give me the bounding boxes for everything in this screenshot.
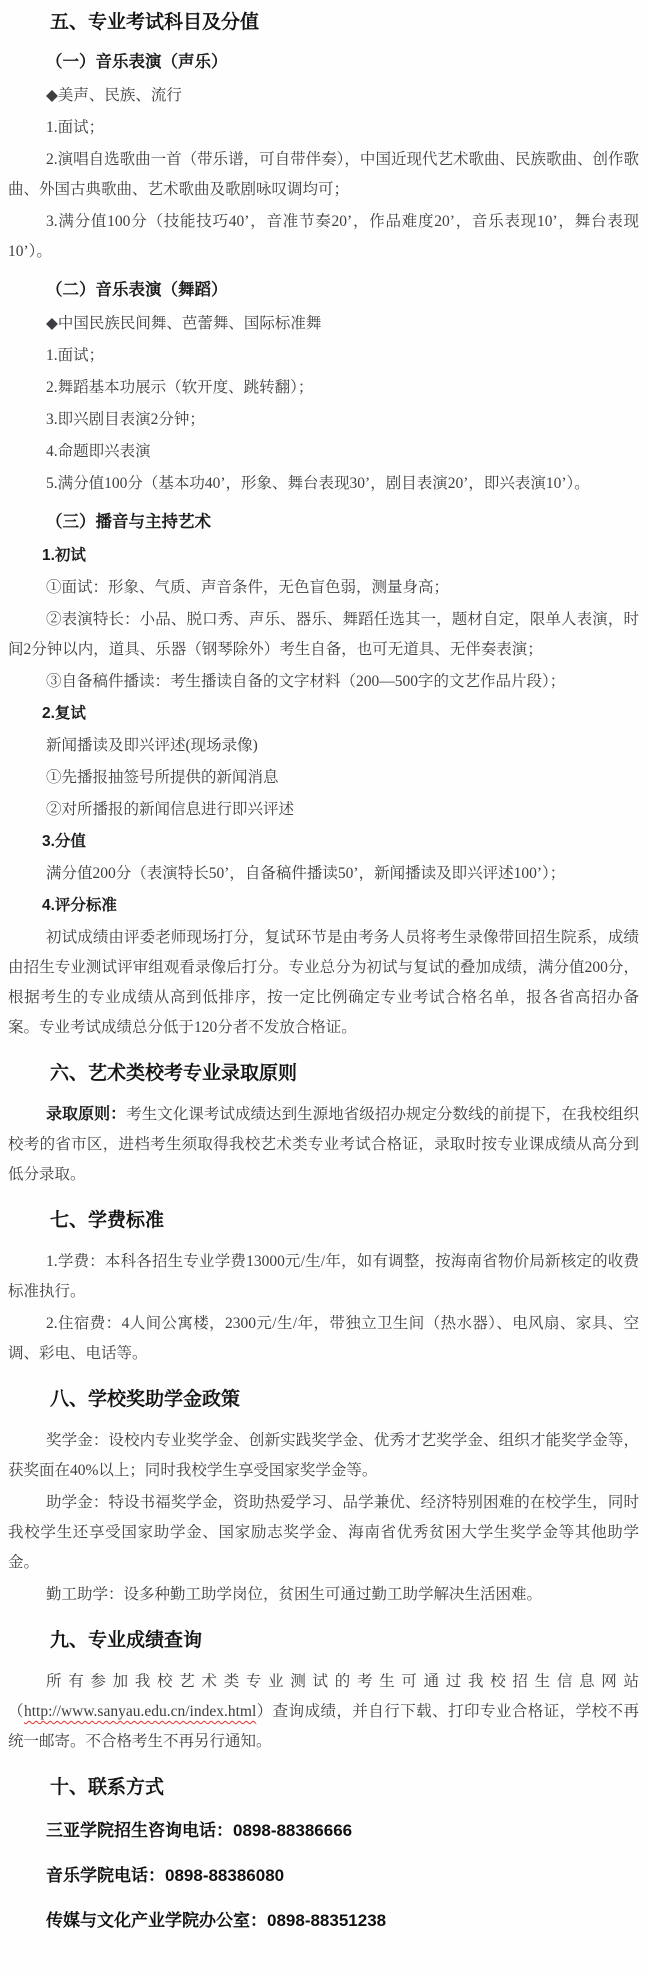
item-broadcasting-talent-show: ②表演特长：小品、脱口秀、声乐、器乐、舞蹈任选其一，题材自定，限单人表演，时间2分钟以内，道具、乐器（钢琴除外）考生自备，也可无道具、无伴奏表演；: [8, 611, 639, 658]
section-heading-scholarship-policy: 八、学校奖助学金政策: [50, 1389, 241, 1410]
admission-principle-lead: 录取原则：: [46, 1106, 127, 1123]
paragraph-grants: 助学金：特设书福奖学金，资助热爱学习、品学兼优、经济特别困难的在校学生，同时我校学生还享受国家助学金、国家励志奖学金、海南省优秀贫困大学生奖学金等其他助学金。: [8, 1494, 639, 1571]
item-dance-interview: 1.面试；: [46, 347, 105, 364]
item-dance-basics: 2.舞蹈基本功展示（软开度、跳转翻）；: [46, 379, 314, 396]
list-intro-vocal-categories: ◆美声、民族、流行: [46, 87, 182, 104]
item-broadcasting-interview: ①面试：形象、气质、声音条件，无色盲色弱，测量身高；: [46, 579, 450, 596]
item-vocal-interview: 1.面试；: [46, 119, 105, 136]
item-dance-score-breakdown: 5.满分值100分（基本功40’，形象、舞台表现30’，剧目表演20’，即兴表演10’）。: [46, 475, 590, 492]
list-intro-dance-categories: ◆中国民族民间舞、芭蕾舞、国际标准舞: [46, 315, 322, 332]
item-vocal-song-performance: 2.演唱自选歌曲一首（带乐谱，可自带伴奏），中国近现代艺术歌曲、民族歌曲、创作歌曲、外国古典歌曲、艺术歌曲及歌剧咏叹调均可；: [8, 151, 639, 198]
contact-line-media-school-phone: 传媒与文化产业学院办公室：0898-88351238: [46, 1911, 387, 1930]
subheading-second-round: 2.复试: [42, 705, 86, 722]
item-broadcasting-script-reading: ③自备稿件播读：考生播读自备的文字材料（200—500字的文艺作品片段）；: [46, 673, 566, 690]
item-tuition-fee: 1.学费：本科各招生专业学费13000元/生/年，如有调整，按海南省物价局新核定的收费标准执行。: [8, 1253, 639, 1300]
section-heading-contact: 十、联系方式: [50, 1777, 165, 1798]
item-news-reading-overview: 新闻播读及即兴评述(现场录像): [46, 737, 258, 754]
item-accommodation-fee: 2.住宿费：4人间公寓楼，2300元/生/年，带独立卫生间（热水器）、电风扇、家具、空调、彩电、电话等。: [8, 1315, 639, 1362]
section-heading-admission-principles: 六、艺术类校考专业录取原则: [50, 1063, 298, 1084]
paragraph-scholarships: 奖学金：设校内专业奖学金、创新实践奖学金、优秀才艺奖学金、组织才能奖学金等，获奖面在40%以上；同时我校学生享受国家奖学金等。: [8, 1432, 639, 1479]
paragraph-score-inquiry: [8, 1667, 639, 1757]
admission-principle-text: 考生文化课考试成绩达到生源地省级招办规定分数线的前提下，在我校组织校考的省市区，进档考生须取得我校艺术类专业考试合格证，录取时按专业课成绩从高分到低分录取。: [8, 1106, 639, 1183]
section-heading-score-inquiry: 九、专业成绩查询: [50, 1630, 203, 1651]
admissions-website-url: http://www.sanyau.edu.cn/index.html: [23, 1703, 257, 1720]
subheading-first-round: 1.初试: [42, 547, 86, 564]
paragraph-admission-principle: [8, 1100, 639, 1190]
score-inquiry-pre-text: 所有参加我校艺术类专业测试的考生可通过我校招生信息网站（: [8, 1673, 639, 1720]
subsection-heading-music-vocal: （一）音乐表演（声乐）: [46, 53, 228, 71]
subheading-score-value: 3.分值: [42, 833, 86, 850]
section-heading-exam-subjects: 五、专业考试科目及分值: [50, 12, 260, 33]
item-dance-themed-improv: 4.命题即兴表演: [46, 443, 151, 460]
score-inquiry-post-text: ）查询成绩，并自行下载、打印专业合格证，学校不再统一邮寄。不合格考生不再另行通知。: [8, 1703, 639, 1750]
section-heading-tuition: 七、学费标准: [50, 1210, 165, 1231]
contact-line-admissions-phone: 三亚学院招生咨询电话：0898-88386666: [46, 1821, 353, 1840]
item-broadcasting-score-breakdown: 满分值200分（表演特长50’，自备稿件播读50’，新闻播读及即兴评述100’）；: [46, 865, 566, 882]
subsection-heading-music-dance: （二）音乐表演（舞蹈）: [46, 281, 228, 299]
subheading-scoring-standard: 4.评分标准: [42, 897, 117, 914]
item-news-commentary: ②对所播报的新闻信息进行即兴评述: [46, 801, 295, 818]
item-dance-improv-repertoire: 3.即兴剧目表演2分钟；: [46, 411, 205, 428]
subsection-heading-broadcasting: （三）播音与主持艺术: [46, 513, 211, 531]
paragraph-work-study: 勤工助学：设多种勤工助学岗位，贫困生可通过勤工助学解决生活困难。: [46, 1586, 543, 1603]
contact-line-music-school-phone: 音乐学院电话：0898-88386080: [46, 1866, 285, 1885]
paragraph-scoring-standard: 初试成绩由评委老师现场打分，复试环节是由考务人员将考生录像带回招生院系，成绩由招生专业测试评审组观看录像后打分。专业总分为初试与复试的叠加成绩，满分值200分，根据考生的专业成绩从高到低排序，按一定比例确定专业考试合格名单，报各省高招办备案。专业考试成绩总分低于120分者不发放合格证。: [8, 929, 639, 1036]
item-vocal-score-breakdown: 3.满分值100分（技能技巧40’，音准节奏20’，作品难度20’，音乐表现10’，舞台表现10’）。: [8, 213, 639, 260]
item-news-broadcast: ①先播报抽签号所提供的新闻消息: [46, 769, 279, 786]
